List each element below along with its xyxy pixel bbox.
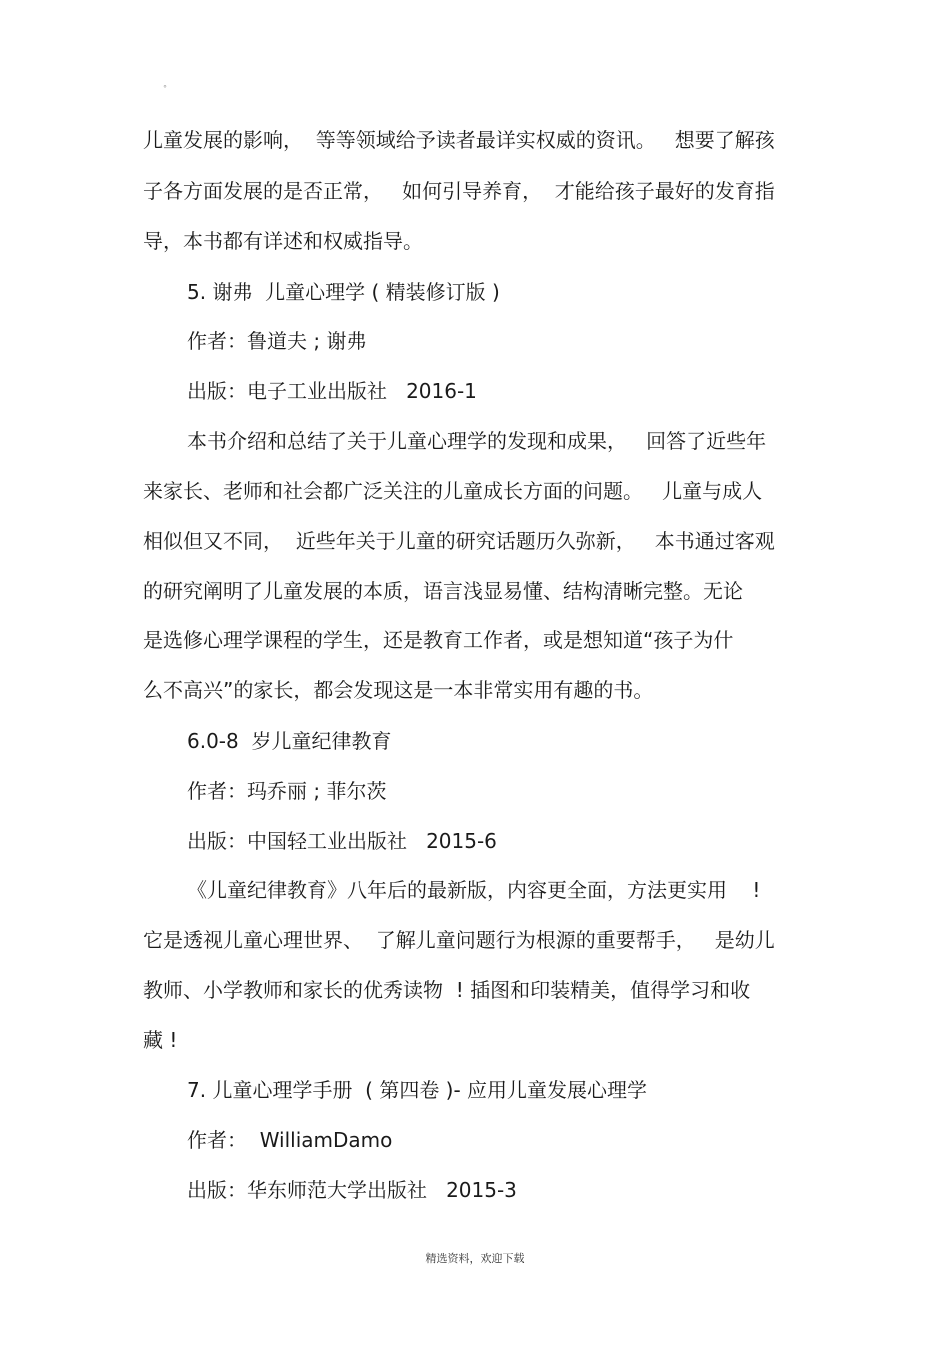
text-line: 么不高兴”的家长，都会发现这是一本非常实用有趣的书。 (143, 678, 654, 702)
publisher-7: 出版：华东师范大学出版社 2015-3 (187, 1178, 517, 1202)
author-7: 作者： WilliamDamo (187, 1128, 393, 1152)
page-footer: 精选资料，欢迎下载 (425, 1252, 525, 1265)
text-line: 它是透视儿童心理世界、 了解儿童问题行为根源的重要帮手， 是幼儿 (143, 928, 775, 952)
corner-mark: ° (163, 84, 167, 93)
text-line: 的研究阐明了儿童发展的本质，语言浅显易懂、结构清晰完整。无论 (143, 579, 743, 603)
text-line: 来家长、老师和社会都广泛关注的儿童成长方面的问题。 儿童与成人 (143, 479, 763, 503)
text-line: 相似但又不同， 近些年关于儿童的研究话题历久弥新， 本书通过客观 (143, 529, 775, 553)
publisher-5: 出版：电子工业出版社 2016-1 (187, 379, 477, 403)
book-title-7: 7. 儿童心理学手册 ( 第四卷 )- 应用儿童发展心理学 (187, 1078, 648, 1102)
text-line: 藏 ! (143, 1028, 178, 1052)
text-line: 是选修心理学课程的学生，还是教育工作者，或是想知道“孩子为什 (143, 628, 734, 652)
text-line: 《儿童纪律教育》八年后的最新版，内容更全面，方法更实用 ! (187, 878, 761, 902)
text-line: 儿童发展的影响， 等等领域给予读者最详实权威的资讯。 想要了解孩 (143, 128, 775, 152)
text-line: 导，本书都有详述和权威指导。 (143, 229, 423, 253)
text-line: 本书介绍和总结了关于儿童心理学的发现和成果， 回答了近些年 (187, 429, 767, 453)
author-6: 作者：玛乔丽 ; 菲尔茨 (187, 779, 387, 803)
text-line: 教师、小学教师和家长的优秀读物 ! 插图和印装精美，值得学习和收 (143, 978, 751, 1002)
book-title-6: 6.0-8 岁儿童纪律教育 (187, 729, 392, 753)
publisher-6: 出版：中国轻工业出版社 2015-6 (187, 829, 497, 853)
author-5: 作者：鲁道夫 ; 谢弗 (187, 329, 367, 353)
text-line: 子各方面发展的是否正常， 如何引导养育， 才能给孩子最好的发育指 (143, 179, 775, 203)
book-title-5: 5. 谢弗 儿童心理学 ( 精装修订版 ) (187, 280, 500, 304)
